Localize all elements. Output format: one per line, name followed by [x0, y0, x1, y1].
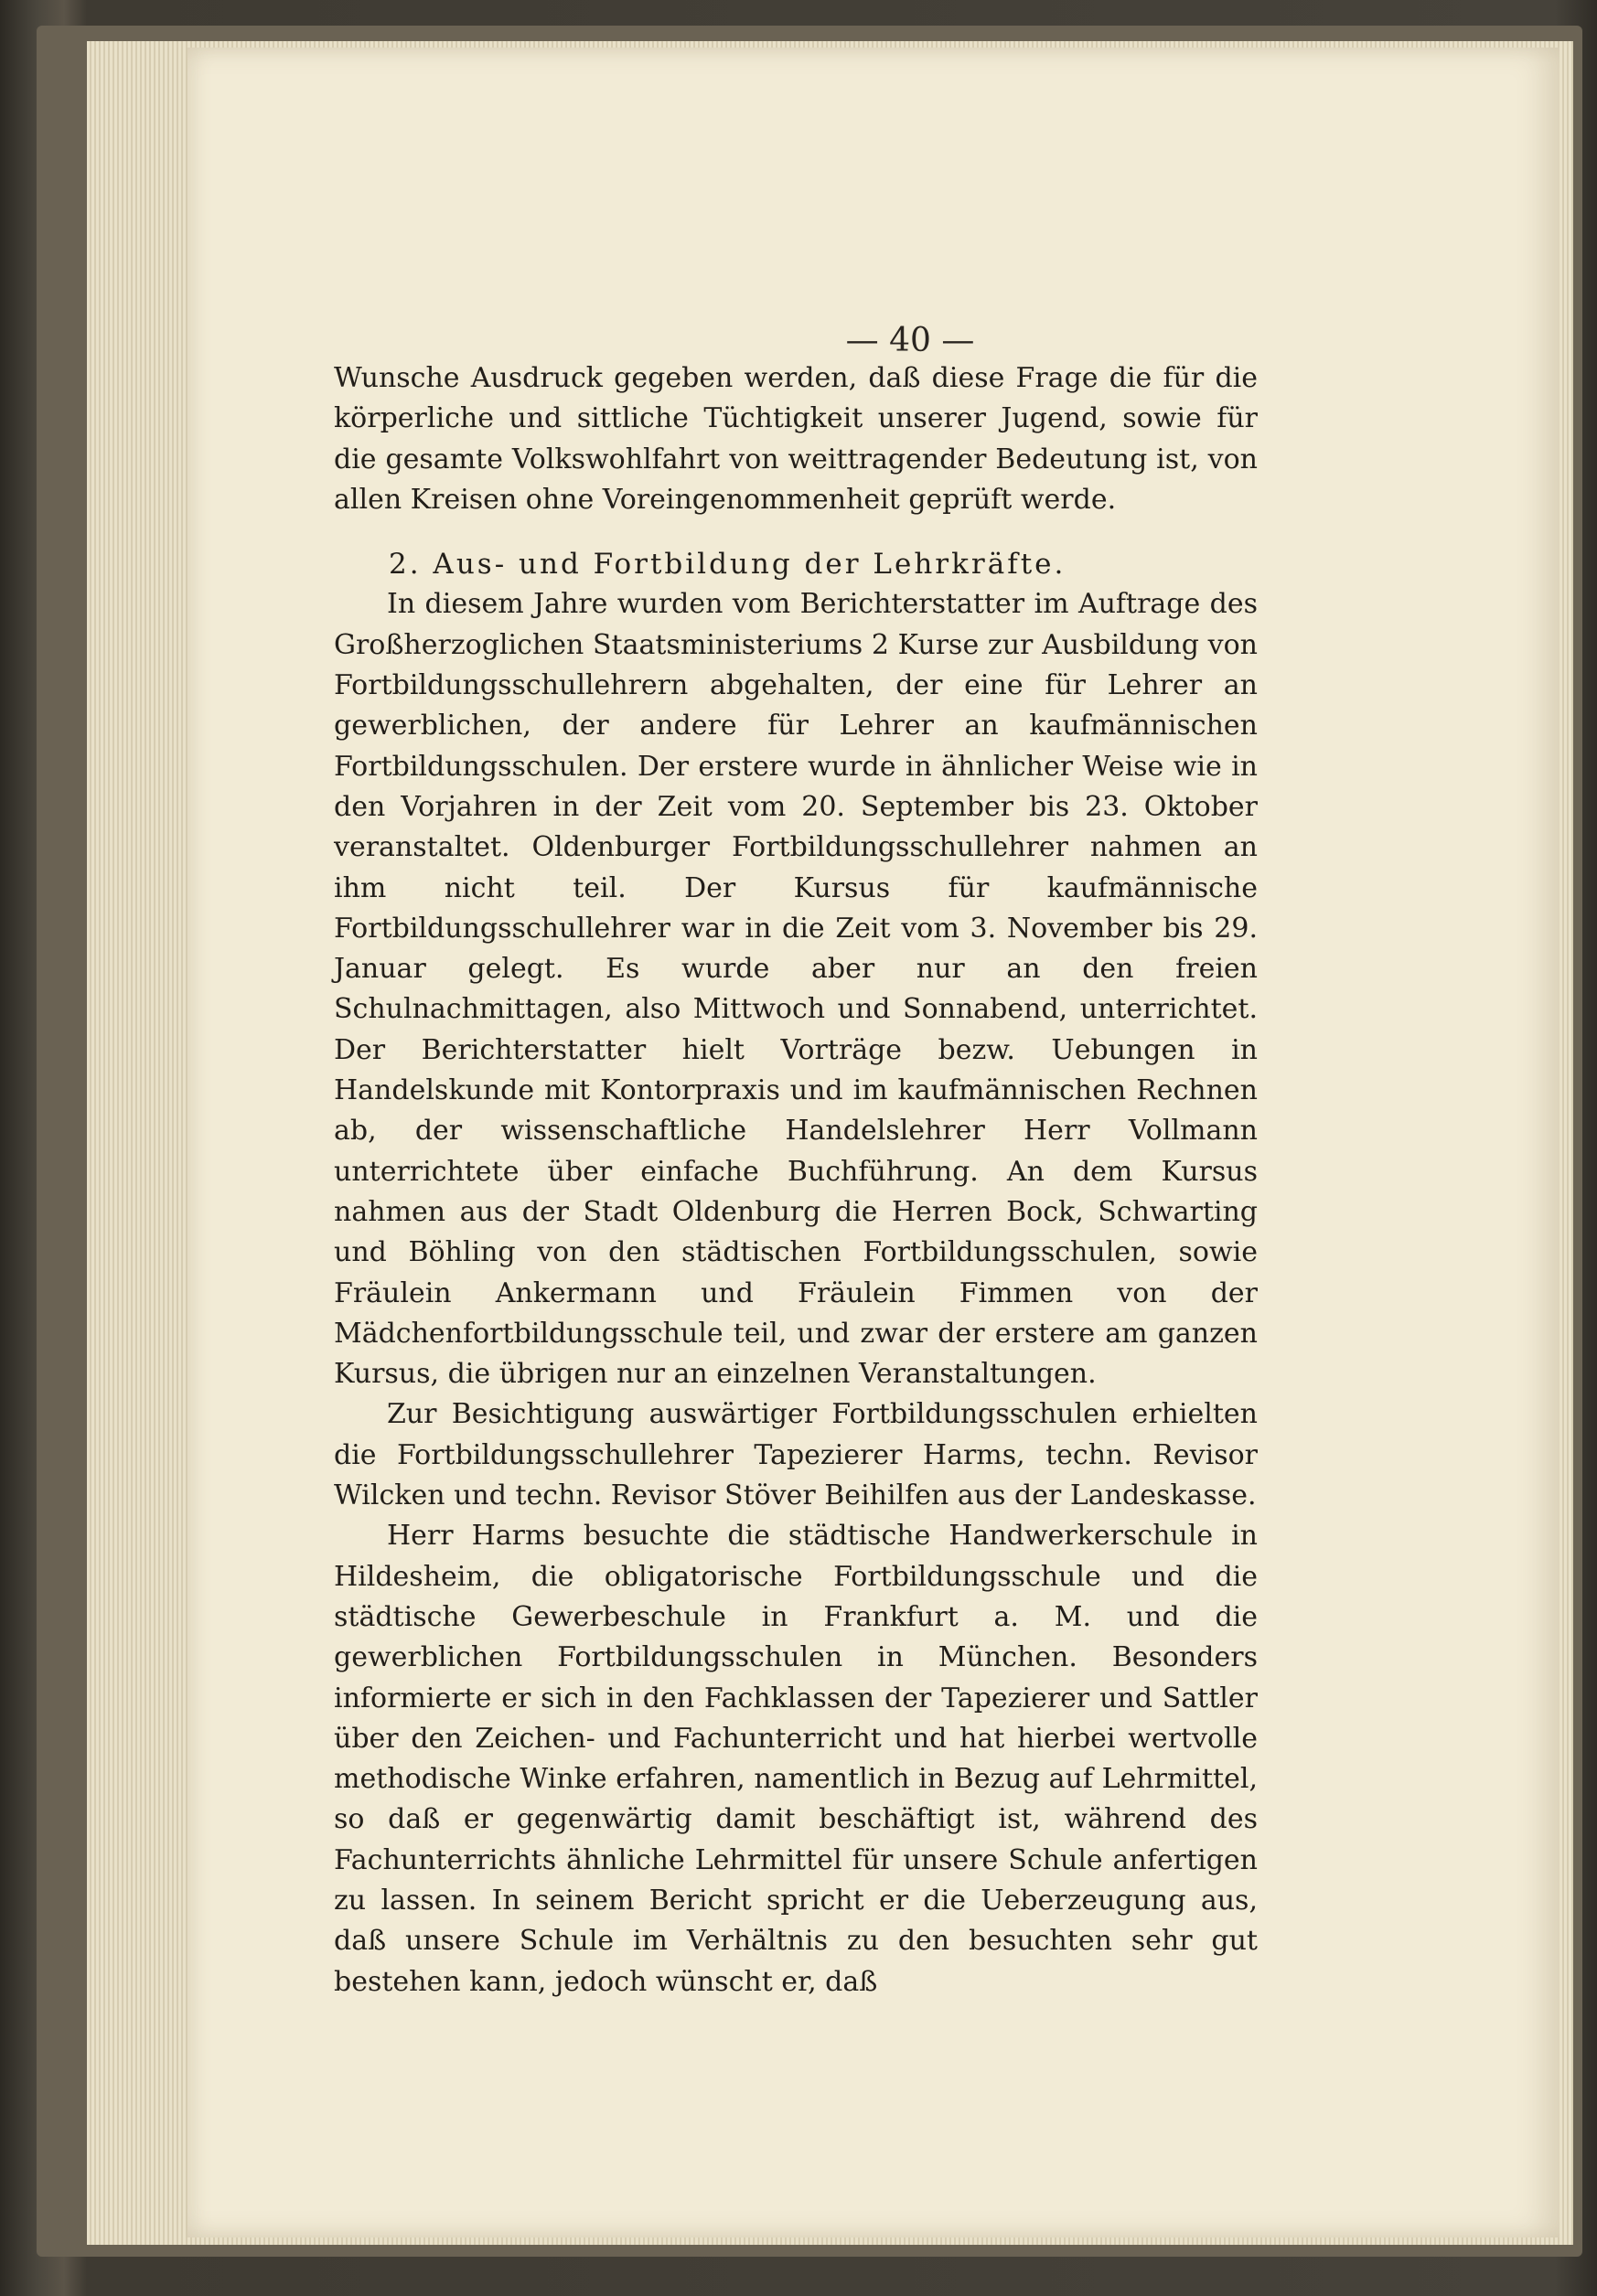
paragraph-courses: In diesem Jahre wurden vom Berichterstatter im Auftrage des Großherzoglichen Staatsministeriums 2 Kurse zur Ausbildung von Fortbildungsschullehrern abgehalten, der eine für Lehrer an gewerblichen, der andere für Lehrer an kaufmännischen Fortbildungsschulen. Der erstere wurde in ähnlicher Weise wie in den Vorjahren in der Zeit vom 20. September bis 23. Oktober veranstaltet. Oldenburger Fortbildungsschullehrer nahmen an ihm nicht teil. Der Kursus für kaufmännische Fortbildungsschullehrer war in die Zeit vom 3. November bis 29. Januar gelegt. Es wurde aber nur an den freien Schulnachmittagen, also Mittwoch und Sonnabend, unterrichtet. Der Berichterstatter hielt Vorträge bezw. Uebungen in Handelskunde mit Kontorpraxis und im kaufmännischen Rechnen ab, der wissenschaftliche Handelslehrer Herr Vollmann unterrichtete über einfache Buchführung. An dem Kursus nahmen aus der Stadt Oldenburg die Herren Bock, Schwarting und Böhling von den städtischen Fortbildungsschulen, sowie Fräulein Ankermann und Fräulein Fimmen von der Mädchenfortbildungsschule teil, und zwar der erstere am ganzen Kursus, die übrigen nur an einzelnen Veranstaltungen. [334, 588, 1258, 1391]
section-heading: 2. Aus- und Fortbildung der Lehrkräfte. [389, 548, 1066, 582]
paragraph-harms: Herr Harms besuchte die städtische Handwerkerschule in Hildesheim, die obligatorische Fortbildungsschule und die städtische Gewerbeschule in Frankfurt a. M. und die gewerblichen Fortbildungsschulen in München. Besonders informierte er sich in den Fachklassen der Tapezierer und Sattler über den Zeichen- und Fachunterricht und hat hierbei wertvolle methodische Winke erfahren, namentlich in Bezug auf Lehrmittel, so daß er gegenwärtig damit beschäftigt ist, während des Fachunterrichts ähnliche Lehrmittel für unsere Schule anfertigen zu lassen. In seinem Bericht spricht er die Ueberzeugung aus, daß unsere Schule im Verhältnis zu den besuchten sehr gut bestehen kann, jedoch wünscht er, daß [334, 1520, 1258, 1998]
page-number: — 40 — [845, 322, 975, 359]
intro-paragraph: Wunsche Ausdruck gegeben werden, daß diese Frage die für die körperliche und sittliche Tüchtigkeit unserer Jugend, sowie für die gesamte Volkswohlfahrt von weittragender Bedeutung ist, von allen Kreisen ohne Voreingenommenheit geprüft werde. [334, 362, 1258, 516]
page-text [334, 358, 1258, 2002]
paragraph-visits: Zur Besichtigung auswärtiger Fortbildungsschulen erhielten die Fortbildungsschullehrer Tapezierer Harms, techn. Revisor Wilcken und techn. Revisor Stöver Beihilfen aus der Landeskasse. [334, 1398, 1258, 1512]
